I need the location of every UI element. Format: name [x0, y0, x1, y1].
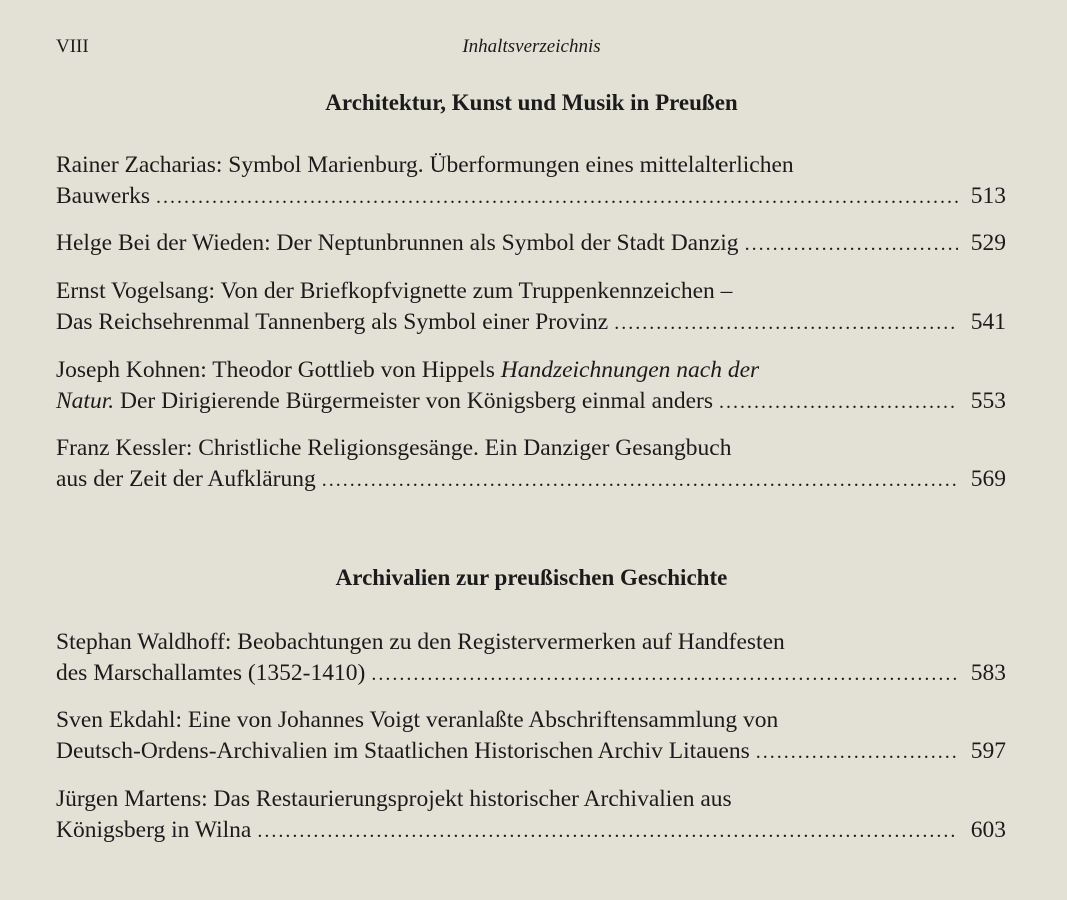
entry-text-italic: Natur. — [56, 388, 115, 414]
dot-leader — [756, 737, 958, 768]
entry-text: Stephan Waldhoff: Beobachtungen zu den Registervermerken auf Handfesten — [56, 629, 785, 655]
entry-text: Joseph Kohnen: Theodor Gottlieb von Hippels — [56, 357, 501, 383]
toc-entry — [56, 627, 1006, 690]
entry-text-line — [56, 355, 1006, 386]
entry-text: Der Dirigierende Bürgermeister von Königsberg einmal anders — [114, 388, 713, 414]
toc-entry — [56, 228, 1006, 260]
dot-leader — [257, 816, 958, 847]
entry-text: Deutsch-Ordens-Archivalien im Staatlichen Historischen Archiv Litauens — [56, 738, 750, 764]
entry-text: Jürgen Martens: Das Restaurierungsprojekt historischer Archivalien aus — [56, 786, 732, 812]
toc-entry — [56, 276, 1006, 339]
entry-page-number: 597 — [970, 738, 1006, 764]
entry-page-number: 553 — [970, 388, 1006, 414]
toc-entry — [56, 150, 1006, 213]
entry-text: Sven Ekdahl: Eine von Johannes Voigt veranlaßte Abschriftensammlung von — [56, 707, 779, 733]
dot-leader — [156, 182, 958, 213]
entry-page-number: 603 — [970, 817, 1006, 843]
page-number: VIII — [56, 36, 89, 57]
entry-page-number: 541 — [970, 309, 1006, 335]
toc-entry — [56, 784, 1006, 847]
toc-entry — [56, 433, 1006, 496]
dot-leader — [614, 308, 958, 339]
dot-leader — [745, 229, 958, 260]
running-title: Inhaltsverzeichnis — [462, 36, 601, 57]
entry-text: Ernst Vogelsang: Von der Briefkopfvignette zum Truppenkennzeichen – — [56, 278, 733, 304]
dot-leader — [371, 659, 958, 690]
entry-text-line — [56, 386, 713, 417]
entry-page-number: 513 — [970, 183, 1006, 209]
dot-leader — [322, 465, 958, 496]
entry-text: des Marschallamtes (1352-1410) — [56, 660, 366, 686]
entry-text: Rainer Zacharias: Symbol Marienburg. Überformungen eines mittelalterlichen — [56, 152, 794, 178]
toc-entry — [56, 705, 1006, 768]
entry-page-number: 529 — [970, 230, 1006, 256]
entry-text: Helge Bei der Wieden: Der Neptunbrunnen als Symbol der Stadt Danzig — [56, 230, 739, 256]
section-title: Archivalien zur preußischen Geschichte — [335, 565, 728, 590]
section-title: Architektur, Kunst und Musik in Preußen — [325, 90, 738, 115]
dot-leader — [719, 387, 958, 418]
entry-page-number: 569 — [970, 466, 1006, 492]
entry-text: Königsberg in Wilna — [56, 817, 252, 843]
page-header — [56, 36, 1007, 62]
entry-text: Bauwerks — [56, 183, 150, 209]
entry-text: Das Reichsehrenmal Tannenberg als Symbol einer Provinz — [56, 309, 609, 335]
toc-entry — [56, 355, 1006, 418]
entry-text: Franz Kessler: Christliche Religionsgesänge. Ein Danziger Gesangbuch — [56, 435, 732, 461]
entry-page-number: 583 — [970, 660, 1006, 686]
entry-text-italic: Handzeichnungen nach der — [500, 357, 760, 383]
entry-text: aus der Zeit der Aufklärung — [56, 466, 316, 492]
